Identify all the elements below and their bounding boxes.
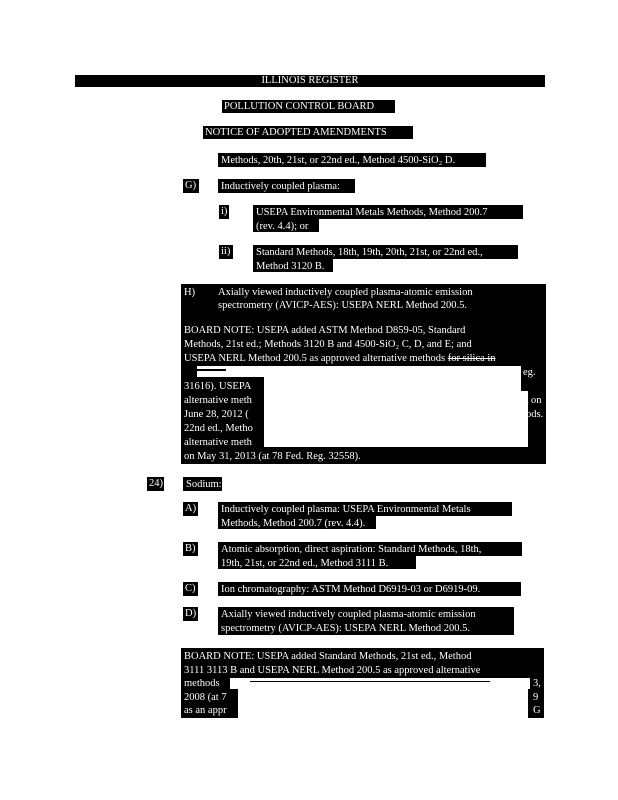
item-g-text: Inductively coupled plasma:: [218, 179, 355, 193]
board-note-2-line4-start: 2008 (at 7: [184, 692, 227, 703]
board-note-1-line6-start: alternative meth: [184, 395, 252, 406]
sodium-d-label: D): [185, 608, 197, 619]
sodium-c-line1: Ion chromatography: ASTM Method D6919-03 or D6919-09.: [218, 582, 521, 596]
redacted-area-3: [264, 391, 528, 447]
item-g-i-line2: (rev. 4.4); or: [253, 219, 319, 232]
item-h-line2: spectrometry (AVICP-AES): USEPA NERL Method 200.5.: [218, 300, 467, 311]
board-note-1-line3-a: USEPA NERL Method 200.5 as approved alternative methods: [184, 353, 446, 364]
item-h-line1: Axially viewed inductively coupled plasma-atomic emission: [218, 287, 473, 298]
board-note-1-line10: on May 31, 2013 (at 78 Fed. Reg. 32558).: [184, 451, 361, 462]
board-note-1-line2: Methods, 21st ed.; Methods 3120 B and 4500-SiO₂ C, D, and E; and: [184, 339, 472, 350]
notice-title: NOTICE OF ADOPTED AMENDMENTS: [203, 126, 413, 139]
sodium-a-label: A): [185, 503, 197, 514]
board-note-1-line7-start: June 28, 2012 (: [184, 409, 249, 420]
sodium-b-label: B): [183, 542, 198, 556]
sodium-a-line2: Methods, Method 200.7 (rev. 4.4).: [218, 516, 376, 529]
board-note-2-line1: BOARD NOTE: USEPA added Standard Methods, 21st ed., Method: [184, 651, 472, 662]
redaction-mark-2: [250, 681, 490, 682]
register-title: ILLINOIS REGISTER: [75, 75, 545, 87]
redacted-area-2: [264, 377, 521, 391]
board-note-2-line2: 3111 3113 B and USEPA NERL Method 200.5 as approved alternative: [184, 665, 481, 676]
item-h-label: H): [184, 287, 196, 298]
top-continuation-line: Methods, 20th, 21st, or 22nd ed., Method 4500-SiO₂ D.: [218, 153, 486, 167]
board-note-1-line5-start: 31616). USEPA: [184, 381, 252, 392]
board-note-2-line3-start: methods: [184, 678, 220, 689]
sodium-d-line2: spectrometry (AVICP-AES): USEPA NERL Method 200.5.: [218, 621, 514, 635]
sodium-d-line1: Axially viewed inductively coupled plasma-atomic emission: [218, 607, 514, 621]
sodium-b-line2: 19th, 21st, or 22nd ed., Method 3111 B.: [218, 556, 416, 569]
redacted-area-4: [230, 678, 530, 689]
item-g-ii-line2: Method 3120 B.: [253, 259, 333, 272]
redaction-mark: [186, 369, 226, 371]
sodium-b-line1: Atomic absorption, direct aspiration: Standard Methods, 18th,: [218, 542, 522, 556]
board-note-1-line8-start: 22nd ed., Metho: [184, 423, 253, 434]
board-note-1-line7-end: ods.: [526, 409, 544, 420]
board-note-1-line4-end: eg.: [523, 367, 536, 378]
board-note-1-line6-end: on: [531, 395, 542, 406]
item-g-ii-line1: Standard Methods, 18th, 19th, 20th, 21st, or 22nd ed.,: [253, 245, 518, 259]
item-g-i-label: i): [221, 206, 228, 217]
board-note-2-line4-end: 9: [533, 692, 539, 703]
item-g-ii-label: ii): [219, 245, 233, 259]
board-note-2-line5-start: as an appr: [184, 705, 227, 716]
sodium-c-label: C): [183, 582, 198, 596]
redacted-area-1: [197, 366, 521, 377]
board-note-1-line3: [184, 352, 496, 365]
board-note-2-line5-end: G: [533, 705, 541, 716]
item-g-label: G): [183, 179, 199, 193]
board-note-1-line9-start: alternative meth: [184, 437, 252, 448]
redacted-area-5: [238, 689, 528, 718]
board-note-1-line1: BOARD NOTE: USEPA added ASTM Method D859-05, Standard: [184, 325, 466, 336]
item-g-i-line1: USEPA Environmental Metals Methods, Method 200.7: [253, 205, 523, 219]
board-note-1-line3-strike: for silica in: [447, 353, 496, 364]
item-24-title: Sodium:: [183, 477, 222, 491]
item-24-label: 24): [149, 478, 163, 489]
sodium-a-line1: Inductively coupled plasma: USEPA Environmental Metals: [218, 502, 512, 516]
board-note-2-line3-end: 3,: [533, 678, 541, 689]
board-title: POLLUTION CONTROL BOARD: [222, 100, 395, 113]
